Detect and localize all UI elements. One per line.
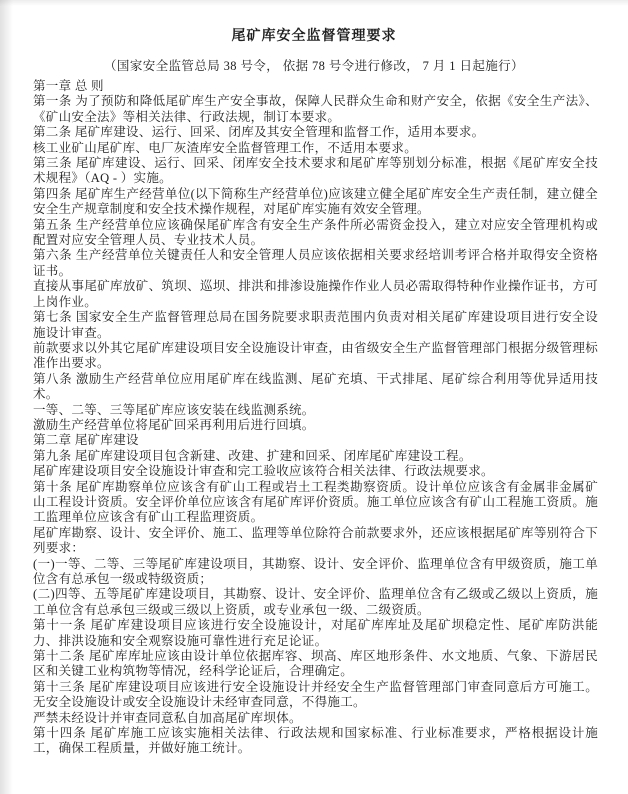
doc-paragraph: 激励生产经营单位将尾矿回采再利用后进行回填。: [33, 417, 315, 432]
doc-paragraph: 直接从事尾矿库放矿、筑坝、巡坝、排洪和排渗设施操作作业人员必需取得特种作业操作证书，方可上岗作业。: [33, 279, 598, 309]
doc-paragraph: 前款要求以外其它尾矿库建设项目安全设施设计审查，由省级安全生产监督管理部门根据分级管理标准作出要求。: [33, 340, 598, 371]
doc-paragraph: 第九条 尾矿库建设项目包含新建、改建、扩建和回采、闭库尾矿库建设工程。: [33, 448, 472, 463]
doc-paragraph: 第十三条 尾矿库建设项目应该进行安全设施设计并经安全生产监督管理部门审查同意后方可施工。无安全设施设计或安全设施设计未经审查同意，不得施工。: [33, 679, 598, 710]
doc-paragraph: 尾矿库建设项目安全设施设计审查和完工验收应该符合相关法律、行政法规要求。: [33, 464, 494, 479]
doc-title: 尾矿库安全监督管理要求: [231, 29, 397, 44]
chapter-heading: 第一章 总 则: [33, 79, 104, 93]
doc-paragraph: 第十一条 尾矿库建设项目应该进行安全设施设计，对尾矿库库址及尾矿坝稳定性、尾矿库防洪能力、排洪设施和安全观察设施可靠性进行充足论证。: [33, 618, 598, 648]
doc-paragraph: 严禁未经设计并审查同意私自加高尾矿库坝体。: [33, 710, 302, 725]
doc-paragraph: 第一条 为了预防和降低尾矿库生产安全事故，保障人民群众生命和财产安全，依据《安全生产法》、《矿山安全法》等相关法律、行政法规，制订本要求。: [33, 94, 598, 124]
doc-paragraph: 一等、二等、三等尾矿库应该安装在线监测系统。: [33, 402, 315, 417]
doc-paragraph: 第六条 生产经营单位关键责任人和安全管理人员应该依据相关要求经培训考评合格并取得安全资格证书。: [33, 248, 598, 278]
doc-paragraph: 第八条 激励生产经营单位应用尾矿库在线监测、尾矿充填、干式排尾、尾矿综合利用等优异适用技术。: [33, 371, 598, 402]
doc-paragraph: (一)一等、二等、三等尾矿库建设项目，其勘察、设计、安全评价、监理单位含有甲级资质，施工单位含有总承包一级或特级资质；: [33, 556, 598, 586]
chapter-heading: 第二章 尾矿库建设: [33, 433, 139, 448]
doc-paragraph: 第五条 生产经营单位应该确保尾矿库含有安全生产条件所必需资金投入，建立对应安全管理机构或配置对应安全管理人员、专业技术人员。: [33, 217, 598, 248]
doc-paragraph: 第四条 尾矿库生产经营单位(以下简称生产经营单位)应该建立健全尾矿库安全生产责任制，建立健全安全生产规章制度和安全技术操作规程，对尾矿库实施有效安全管理。: [33, 186, 598, 217]
doc-paragraph: 核工业矿山尾矿库、电厂灰渣库安全监督管理工作，不适用本要求。: [33, 140, 418, 155]
doc-subtitle: （国家安全监管总局 38 号令， 依据 78 号令进行修改， 7 月 1 日起施行）: [104, 59, 524, 73]
doc-body: [33, 79, 598, 757]
doc-paragraph: 第七条 国家安全生产监督管理总局在国务院要求职责范围内负责对相关尾矿库建设项目进行安全设施设计审查。: [33, 310, 598, 340]
doc-paragraph: 第十四条 尾矿库施工应该实施相关法律、行政法规和国家标准、行业标准要求，严格根据设计施工，确保工程质量，并做好施工统计。: [33, 726, 598, 756]
doc-paragraph: (二)四等、五等尾矿库建设项目，其勘察、设计、安全评价、监理单位含有乙级或乙级以上资质，施工单位含有总承包三级或三级以上资质，或专业承包一级、二级资质。: [33, 587, 598, 617]
doc-paragraph: 第十条 尾矿库勘察单位应该含有矿山工程或岩土工程类勘察资质。设计单位应该含有金属非金属矿山工程设计资质。安全评价单位应该含有尾矿库评价资质。施工单位应该含有矿山工程施工资质。施工监理单位应该含有矿山工程监理资质。: [33, 479, 598, 525]
doc-paragraph: 第十二条 尾矿库库址应该由设计单位依据库容、坝高、库区地形条件、水文地质、气象、下游居民区和关键工业构筑物等情况，经科学论证后，合理确定。: [33, 649, 598, 679]
doc-paragraph: 尾矿库勘察、设计、安全评价、施工、监理等单位除符合前款要求外，还应该根据尾矿库等别符合下列要求：: [33, 525, 598, 556]
doc-paragraph: 第三条 尾矿库建设、运行、回采、闭库安全技术要求和尾矿库等别划分标准，根据《尾矿库安全技术规程》（AQ - ）实施。: [33, 156, 598, 186]
doc-paragraph: 第二条 尾矿库建设、运行、回采、闭库及其安全管理和监督工作，适用本要求。: [33, 125, 485, 140]
